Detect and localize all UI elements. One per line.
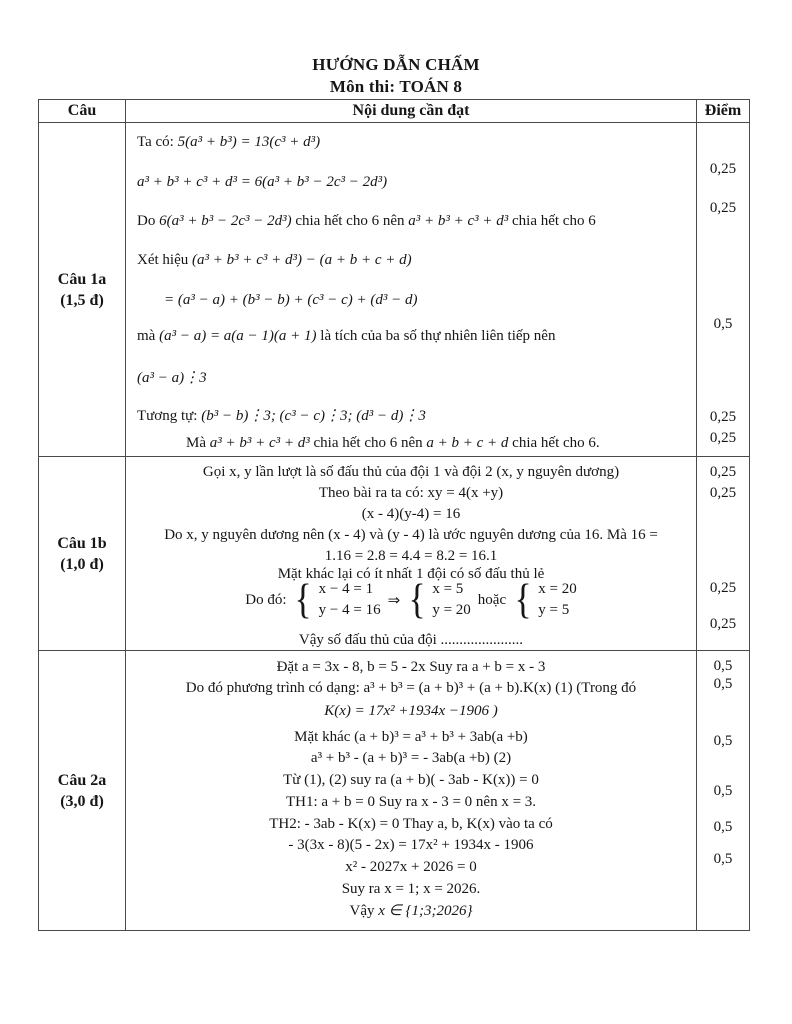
document-subtitle: Môn thi: TOÁN 8 bbox=[329, 77, 463, 96]
content-line bbox=[126, 901, 696, 921]
content-line: Đặt a = 3x - 8, b = 5 - 2x Suy ra a + b = x - 3 bbox=[276, 659, 546, 675]
equation-system bbox=[319, 579, 381, 621]
score-value: 0,5 bbox=[713, 851, 733, 867]
question-score: (1,5 đ) bbox=[60, 291, 104, 309]
content-line: Theo bài ra ta có: xy = 4(x +y) bbox=[318, 485, 504, 501]
equation-system bbox=[538, 579, 576, 621]
math-segment: 5(a³ + b³) = 13(c³ + d³) bbox=[177, 134, 321, 150]
score-value: 0,25 bbox=[709, 485, 737, 501]
content-line: - 3(3x - 8)(5 - 2x) = 17x² + 1934x - 1906 bbox=[288, 837, 534, 853]
text-segment: Xét hiệu bbox=[137, 252, 192, 268]
math-segment: = (a³ − a) + (b³ − b) + (c³ − c) + (d³ − d) bbox=[164, 292, 418, 308]
score-value: 0,5 bbox=[713, 658, 733, 674]
left-brace-icon: { bbox=[514, 577, 532, 623]
math-segment: (a³ + b³ + c³ + d³) − (a + b + c + d) bbox=[191, 252, 412, 268]
content-line bbox=[137, 406, 692, 426]
equation: x = 20 bbox=[538, 581, 577, 597]
text-segment: hoặc bbox=[477, 591, 507, 608]
equation: y = 20 bbox=[432, 602, 471, 618]
content-line: Mặt khác lại có ít nhất 1 đội có số đấu thủ lẻ bbox=[277, 566, 545, 582]
equation-system-line bbox=[126, 577, 696, 623]
equation: x − 4 = 1 bbox=[318, 581, 374, 597]
question-label-cell bbox=[39, 651, 126, 930]
math-segment: (b³ − b)⋮3; (c³ − c)⋮3; (d³ − d)⋮3 bbox=[201, 408, 426, 424]
content-line bbox=[137, 250, 692, 270]
grading-table bbox=[38, 99, 750, 931]
table-row bbox=[39, 650, 749, 930]
content-line: x² - 2027x + 2026 = 0 bbox=[345, 859, 477, 875]
math-segment: a + b + c + d bbox=[426, 435, 509, 451]
math-segment: 6(a³ + b³ − 2c³ − 2d³) bbox=[159, 213, 292, 229]
question-id: Câu 2a bbox=[57, 771, 107, 789]
score-cell bbox=[696, 457, 749, 650]
text-segment: Tương tự: bbox=[137, 408, 202, 424]
score-value: 0,5 bbox=[713, 819, 733, 835]
text-segment: Do bbox=[137, 213, 160, 229]
question-label-cell bbox=[39, 457, 126, 650]
score-value: 0,25 bbox=[709, 409, 737, 425]
content-line: Từ (1), (2) suy ra (a + b)( - 3ab - K(x)) = 0 bbox=[283, 772, 539, 788]
score-value: 0,5 bbox=[713, 676, 733, 692]
score-cell bbox=[696, 123, 749, 456]
text-segment: Vậy bbox=[349, 903, 379, 919]
equation: x = 5 bbox=[432, 581, 464, 597]
text-segment: chia hết cho 6. bbox=[508, 435, 600, 451]
content-cell bbox=[126, 457, 696, 650]
score-cell bbox=[696, 651, 749, 930]
text-segment: chia hết cho 6 nên bbox=[309, 435, 427, 451]
content-line bbox=[164, 290, 692, 310]
content-line bbox=[137, 172, 692, 192]
header-noidung: Nội dung cần đạt bbox=[352, 102, 470, 119]
text-segment: Do đó: bbox=[245, 591, 287, 608]
content-line: Do x, y nguyên dương nên (x - 4) và (y - 4) là ước nguyên dương của 16. Mà 16 = bbox=[164, 527, 658, 543]
equation: y − 4 = 16 bbox=[318, 602, 381, 618]
content-line bbox=[186, 433, 692, 453]
left-brace-icon: { bbox=[408, 577, 426, 623]
content-cell bbox=[126, 651, 696, 930]
score-value: 0,5 bbox=[713, 316, 733, 332]
document-title: HƯỚNG DẪN CHẤM bbox=[312, 55, 480, 74]
math-segment: a³ + b³ + c³ + d³ bbox=[209, 435, 310, 451]
content-line: TH2: - 3ab - K(x) = 0 Thay a, b, K(x) vào ta có bbox=[269, 816, 553, 832]
math-segment: (a³ − a) = a(a − 1)(a + 1) bbox=[159, 328, 317, 344]
content-line bbox=[137, 368, 692, 388]
score-value: 0,25 bbox=[709, 616, 737, 632]
math-segment: a³ + b³ + c³ + d³ bbox=[408, 213, 509, 229]
table-header-row bbox=[39, 100, 749, 122]
left-brace-icon: { bbox=[294, 577, 313, 623]
content-line: 1.16 = 2.8 = 4.4 = 8.2 = 16.1 bbox=[324, 548, 498, 564]
question-label-cell bbox=[39, 123, 126, 456]
score-value: 0,25 bbox=[709, 464, 737, 480]
content-line bbox=[137, 132, 692, 152]
content-line: (x - 4)(y-4) = 16 bbox=[361, 506, 461, 522]
content-line bbox=[137, 211, 692, 231]
score-value: 0,25 bbox=[709, 200, 737, 216]
content-line: Mặt khác (a + b)³ = a³ + b³ + 3ab(a +b) bbox=[294, 729, 528, 745]
implies-arrow-icon: ⇒ bbox=[387, 592, 401, 609]
header-diem: Điểm bbox=[696, 100, 749, 122]
content-line: Gọi x, y lần lượt là số đấu thủ của đội 1 và đội 2 (x, y nguyên dương) bbox=[202, 464, 620, 480]
question-id: Câu 1b bbox=[57, 534, 107, 552]
content-line: a³ + b³ - (a + b)³ = - 3ab(a +b) (2) bbox=[310, 750, 512, 766]
score-value: 0,5 bbox=[713, 733, 733, 749]
text-segment: mà bbox=[137, 328, 160, 344]
math-segment: a³ + b³ + c³ + d³ = 6(a³ + b³ − 2c³ − 2d³) bbox=[137, 174, 388, 190]
equation: y = 5 bbox=[538, 602, 570, 618]
math-segment: x ∈ {1;3;2026} bbox=[378, 903, 473, 919]
question-id: Câu 1a bbox=[57, 270, 107, 288]
content-line: K(x) = 17x² +1934x −1906 ) bbox=[324, 703, 498, 719]
score-value: 0,25 bbox=[709, 161, 737, 177]
score-value: 0,25 bbox=[709, 580, 737, 596]
text-segment: chia hết cho 6 nên bbox=[291, 213, 409, 229]
text-segment: chia hết cho 6 bbox=[508, 213, 596, 229]
content-line: TH1: a + b = 0 Suy ra x - 3 = 0 nên x = 3. bbox=[285, 794, 537, 810]
question-score: (3,0 đ) bbox=[60, 792, 104, 810]
math-segment: (a³ − a)⋮3 bbox=[137, 370, 207, 386]
content-line bbox=[137, 326, 692, 346]
score-value: 0,5 bbox=[713, 783, 733, 799]
content-cell bbox=[126, 123, 696, 456]
text-segment: Mà bbox=[186, 435, 210, 451]
table-row bbox=[39, 122, 749, 456]
content-line: Vậy số đấu thủ của đội ...................... bbox=[298, 632, 524, 648]
text-segment: là tích của ba số thự nhiên liên tiếp nên bbox=[316, 328, 556, 344]
content-line: Do đó phương trình có dạng: a³ + b³ = (a + b)³ + (a + b).K(x) (1) (Trong đó bbox=[185, 680, 637, 696]
content-line: Suy ra x = 1; x = 2026. bbox=[341, 881, 481, 897]
text-segment: Ta có: bbox=[137, 134, 178, 150]
equation-system bbox=[432, 579, 470, 621]
score-value: 0,25 bbox=[709, 430, 737, 446]
header-cau: Câu bbox=[39, 100, 126, 122]
question-score: (1,0 đ) bbox=[60, 555, 104, 573]
table-row bbox=[39, 456, 749, 650]
